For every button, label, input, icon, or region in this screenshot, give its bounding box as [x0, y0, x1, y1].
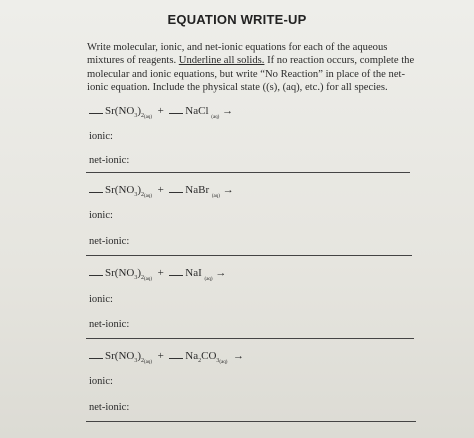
reaction-arrow: → — [222, 105, 234, 117]
reaction-arrow: → — [222, 184, 234, 196]
ionic-label: ionic: — [89, 376, 113, 387]
coefficient-blank[interactable] — [169, 104, 183, 114]
plus-sign: + — [157, 350, 164, 362]
equation-3: $Sr(NO_3)_{2(aq)}$ + NaI $_{(aq)}$ → — [89, 266, 226, 279]
plus-sign: + — [157, 105, 164, 117]
instructions-underlined: Underline all solids. — [178, 55, 265, 67]
answer-line[interactable] — [86, 421, 416, 422]
plus-sign: + — [157, 267, 164, 279]
answer-line[interactable] — [86, 172, 410, 173]
plus-sign: + — [157, 184, 164, 196]
equation-2: $Sr(NO_3)_{2(aq)}$ + NaBr $_{(aq)}$ → — [89, 183, 234, 196]
answer-line[interactable] — [86, 255, 412, 256]
coefficient-blank[interactable] — [169, 183, 183, 193]
instructions-paragraph — [87, 41, 422, 95]
net-ionic-label: net-ionic: — [89, 402, 130, 413]
instructions-text-2: If no reaction occurs, complete the molecular and ionic equations, but write “No Reaction” in place of the net-ionic equation. Include the physical state ((s), (aq), etc.) for all species. — [87, 55, 415, 94]
coefficient-blank[interactable] — [169, 349, 183, 359]
coefficient-blank[interactable] — [169, 266, 183, 276]
ionic-label: ionic: — [89, 131, 113, 142]
reaction-arrow: → — [232, 350, 244, 362]
equation-4: $Sr(NO_3)_{2(aq)} + Na_2CO_{3(aq)}$ → — [89, 349, 244, 362]
coefficient-blank[interactable] — [89, 266, 103, 276]
net-ionic-label: net-ionic: — [89, 155, 130, 166]
answer-line[interactable] — [86, 338, 414, 339]
net-ionic-label: net-ionic: — [89, 319, 130, 330]
ionic-label: ionic: — [89, 294, 113, 305]
coefficient-blank[interactable] — [89, 349, 103, 359]
reaction-arrow: → — [215, 267, 227, 279]
page-title: EQUATION WRITE-UP — [167, 12, 307, 27]
coefficient-blank[interactable] — [89, 104, 103, 114]
coefficient-blank[interactable] — [89, 183, 103, 193]
net-ionic-label: net-ionic: — [89, 236, 130, 247]
instructions-text-1: Write molecular, ionic, and net-ionic equations for each of the aqueous mixtures of reagents. — [87, 42, 388, 67]
equation-1: $Sr(NO_3)_{2(aq)}$ + NaCl $_{(aq)}$ → — [89, 104, 233, 117]
ionic-label: ionic: — [89, 210, 113, 221]
